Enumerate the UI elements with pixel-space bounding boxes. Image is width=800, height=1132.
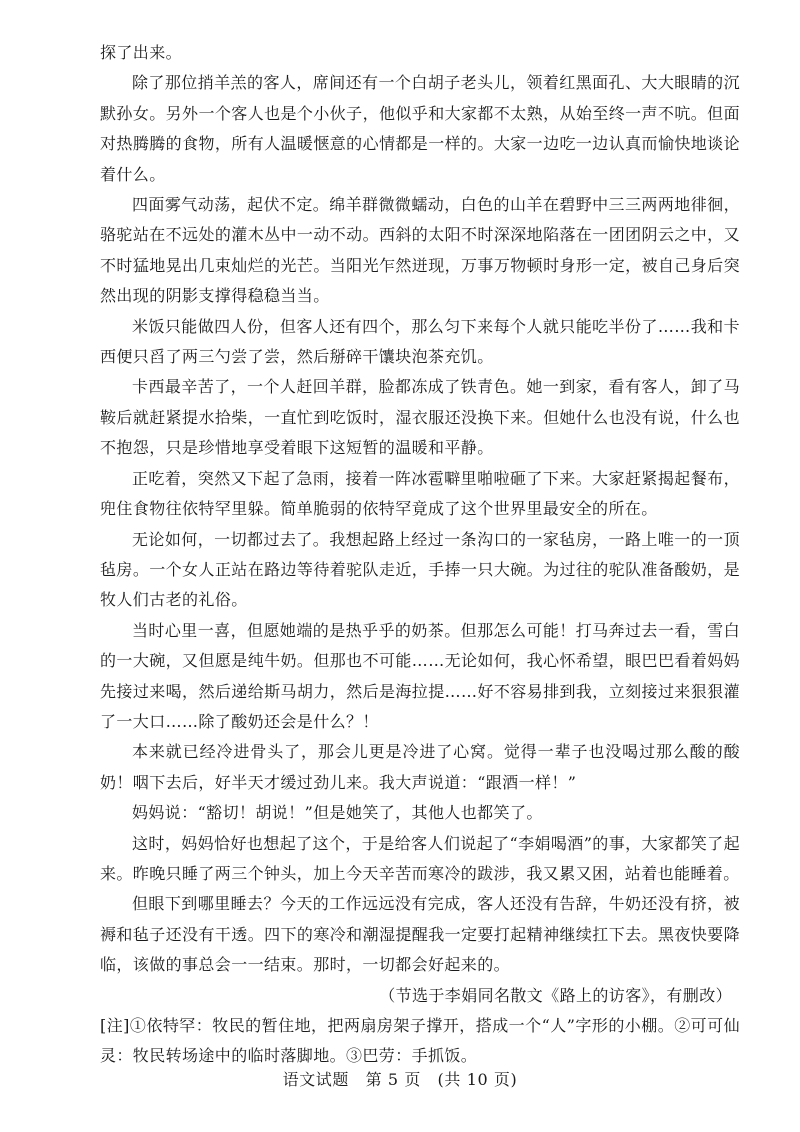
- paragraph-7: 无论如何，一切都过去了。我想起路上经过一条沟口的一家毡房，一路上唯一的一顶毡房。一个女人正站在路边等待着驼队走近，手捧一只大碗。为过往的驼队准备酸奶，是牧人们古老的礼俗。: [100, 529, 740, 610]
- document-body: [100, 38, 740, 1072]
- paragraph-1: 探了出来。: [100, 43, 183, 62]
- paragraph-5: 卡西最辛苦了，一个人赶回羊群，脸都冻成了铁青色。她一到家，看有客人，卸了马鞍后就赶紧提水拾柴，一直忙到吃饭时，湿衣服还没换下来。但她什么也没有说，什么也不抱怨，只是珍惜地享受着眼下这短暂的温暖和平静。: [100, 377, 740, 458]
- paragraph-9: 本来就已经冷进骨头了，那会儿更是冷进了心窝。觉得一辈子也没喝过那么酸的酸奶！咽下去后，好半天才缓过劲儿来。我大声说道：“跟酒一样！”: [100, 742, 740, 792]
- paragraph-12: 但眼下到哪里睡去？今天的工作远远没有完成，客人还没有告辞，牛奶还没有挤，被褥和毡子还没有干透。四下的寒冷和潮湿提醒我一定要打起精神继续扛下去。黑夜快要降临，该做的事总会一一结束。那时，一切都会好起来的。: [100, 894, 740, 975]
- page-footer: 语文试题 第 5 页 (共 10 页): [282, 1070, 518, 1089]
- paragraph-8: 当时心里一喜，但愿她端的是热乎乎的奶茶。但那怎么可能！打马奔过去一看，雪白的一大碗，又但愿是纯牛奶。但那也不可能……无论如何，我心怀希望，眼巴巴看着妈妈先接过来喝，然后递给斯马胡力，然后是海拉提……好不容易排到我，立刻接过来狠狠灌了一大口……除了酸奶还会是什么？！: [100, 620, 740, 731]
- source-citation: （节选于李娟同名散文《路上的访客》，有删改）: [379, 985, 732, 1005]
- paragraph-10: 妈妈说：“豁切！胡说！”但是她笑了，其他人也都笑了。: [132, 803, 543, 823]
- paragraph-11: 这时，妈妈恰好也想起了这个，于是给客人们说起了“李娟喝酒”的事，大家都笑了起来。昨晚只睡了两三个钟头，加上今天辛苦而寒冷的跋涉，我又累又困，站着也能睡着。: [100, 833, 740, 883]
- footnote: [注]①依特罕：牧民的暂住地，把两扇房架子撑开，搭成一个“人”字形的小棚。②可可仙灵：牧民转场途中的临时落脚地。③巴劳：手抓饭。: [100, 1016, 740, 1066]
- paragraph-3: 四面雾气动荡，起伏不定。绵羊群微微蠕动，白色的山羊在碧野中三三两两地徘徊，骆驼站在不远处的灌木丛中一动不动。西斜的太阳不时深深地陷落在一团团阴云之中，又不时猛地晃出几束灿烂的光芒。当阳光乍然迸现，万事万物顿时身形一定，被自己身后突然出现的阴影支撑得稳稳当当。: [100, 195, 740, 306]
- paragraph-2: 除了那位捎羊羔的客人，席间还有一个白胡子老头儿，领着红黑面孔、大大眼睛的沉默孙女。另外一个客人也是个小伙子，他似乎和大家都不太熟，从始至终一声不吭。但面对热腾腾的食物，所有人温暖惬意的心情都是一样的。大家一边吃一边认真而愉快地谈论着什么。: [100, 73, 740, 184]
- paragraph-6: 正吃着，突然又下起了急雨，接着一阵冰雹噼里啪啦砸了下来。大家赶紧揭起餐布，兜住食物往依特罕里躲。简单脆弱的依特罕竟成了这个世界里最安全的所在。: [100, 468, 740, 519]
- paragraph-4: 米饭只能做四人份，但客人还有四个，那么匀下来每个人就只能吃半份了……我和卡西便只舀了两三勺尝了尝，然后掰碎干馕块泡茶充饥。: [100, 316, 740, 367]
